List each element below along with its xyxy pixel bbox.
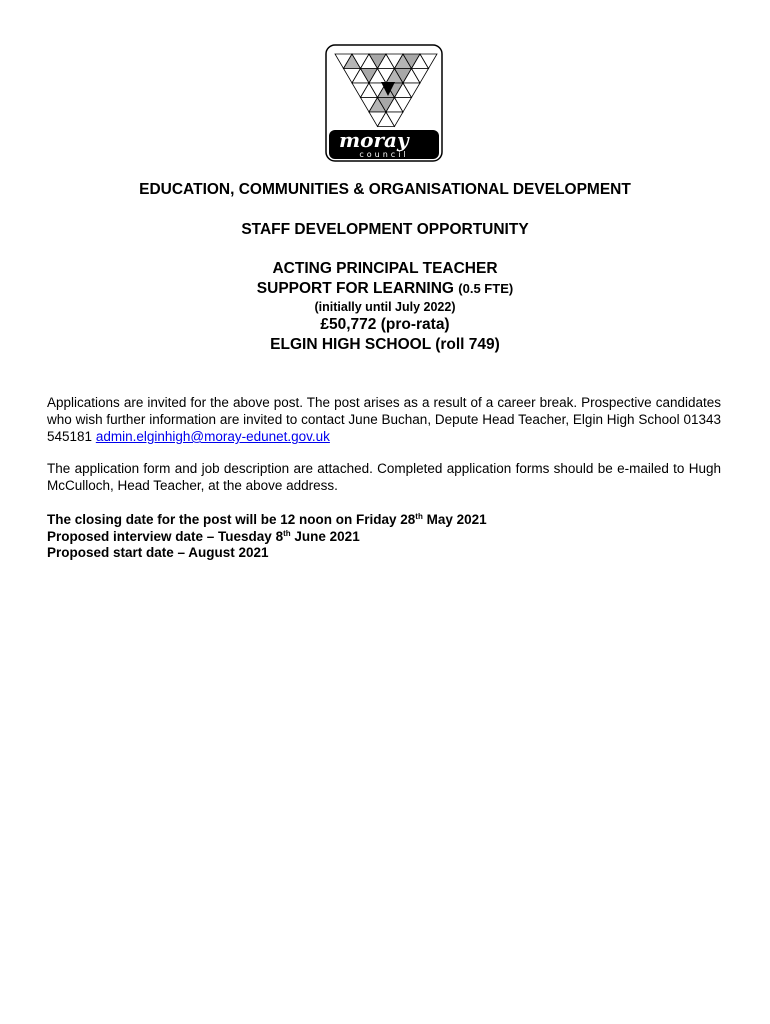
closing-date: The closing date for the post will be 12 noon on Friday 28th May 2021 (47, 512, 487, 527)
interview-date: Proposed interview date – Tuesday 8th June 2021 (47, 528, 360, 544)
intro-text: Applications are invited for the above post. The post arises as a result of a career break. Prospective candidates who wish further information are invited to contact June Buchan, Depute Head Teacher, Elgin High School 01343 545181 (47, 395, 721, 444)
post-title: ACTING PRINCIPAL TEACHER (272, 260, 498, 277)
post-subject (0, 280, 770, 298)
intro-paragraph (47, 394, 721, 445)
logo-brand-text: moray (339, 128, 409, 152)
application-paragraph: The application form and job description are attached. Completed application forms should be e-mailed to Hugh McCulloch, Head Teacher, at the above address. (47, 461, 721, 493)
moray-council-logo (325, 44, 443, 162)
post-fte: (0.5 FTE) (458, 281, 514, 296)
contact-email-link[interactable]: admin.elginhigh@moray-edunet.gov.uk (95, 429, 330, 444)
logo-sub-text: council (359, 150, 409, 159)
post-subject-text: SUPPORT FOR LEARNING (256, 280, 454, 297)
post-salary: £50,772 (pro-rata) (320, 316, 450, 333)
post-duration-note: (initially until July 2022) (314, 300, 456, 314)
start-date: Proposed start date – August 2021 (47, 545, 269, 560)
department-heading: EDUCATION, COMMUNITIES & ORGANISATIONAL DEVELOPMENT (139, 181, 631, 198)
opportunity-heading: STAFF DEVELOPMENT OPPORTUNITY (241, 221, 529, 238)
post-school: ELGIN HIGH SCHOOL (roll 749) (270, 336, 500, 353)
key-dates (47, 512, 487, 562)
